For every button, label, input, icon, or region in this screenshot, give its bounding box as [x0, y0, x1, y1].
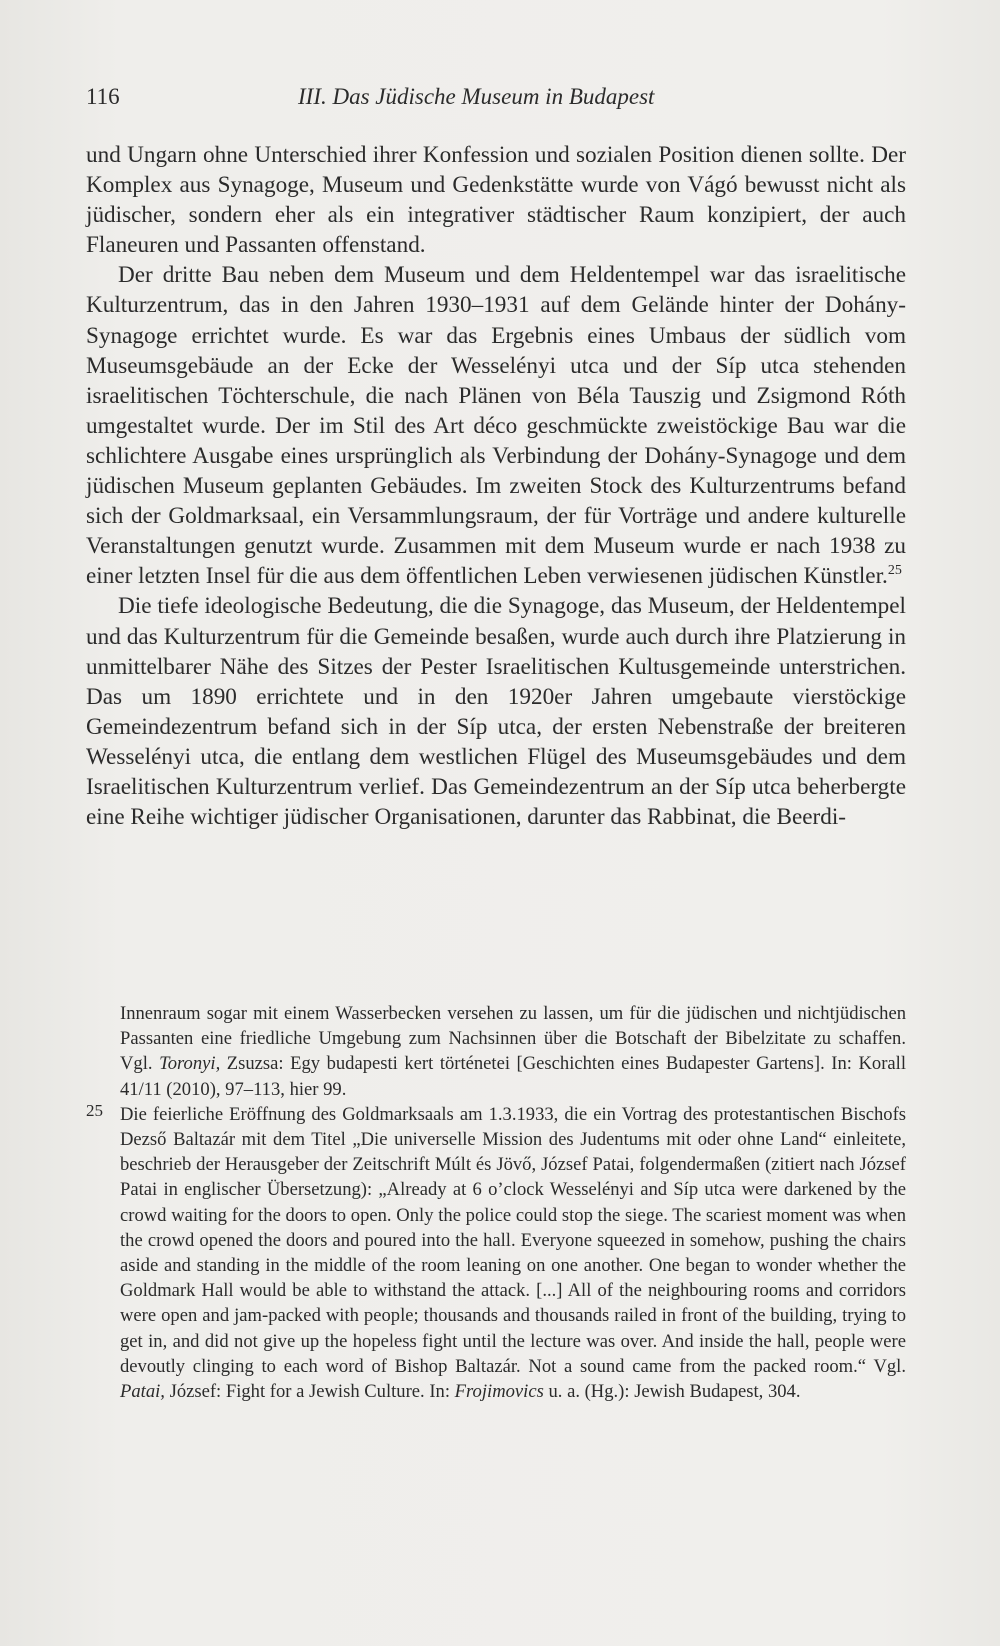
footnote-continuation	[86, 1001, 906, 1102]
footnote-continuation-text-a: Innenraum sogar mit einem Wasserbecken versehen zu lassen, um für die jüdischen und nichtjüdischen Passanten eine friedliche Umgebung zum Nachsinnen über die Botschaft der Bibelzitate zu schaffen. Vgl.	[120, 1003, 906, 1075]
paragraph-3: Die tiefe ideologische Bedeutung, die die Synagoge, das Museum, der Heldentempel und das Kulturzentrum für die Gemeinde besaßen, wurde auch durch ihre Platzierung in unmittelbarer Nähe des Sitzes der Pester Israelitischen Kultusgemeinde unterstrichen. Das um 1890 errichtete und in den 1920er Jahren umgebaute vierstöckige Gemeindezentrum befand sich in der Síp utca, der ersten Nebenstraße der breiteren Wesselényi utca, die entlang dem westlichen Flügel des Museumsgebäudes und dem Israelitischen Kulturzentrum verlief. Das Gemeindezentrum an der Síp utca beherbergte eine Reihe wichtiger jüdischer Organisationen, darunter das Rabbinat, die Beerdi-	[86, 593, 906, 831]
footnote-author: Toronyi,	[159, 1053, 221, 1075]
footnote-continuation-text-b: Zsuzsa: Egy budapesti kert történetei [Geschichten eines Budapester Gartens]. In: Korall 41/11 (2010), 97–113, hier 99.	[120, 1053, 906, 1100]
footnote-25-author: Patai,	[120, 1381, 165, 1403]
footnote-25-text-b: József: Fight for a Jewish Culture. In:	[164, 1381, 455, 1403]
paragraph-1: und Ungarn ohne Unterschied ihrer Konfession und sozialen Position dienen sollte. Der Komplex aus Synagoge, Museum und Gedenkstätte wurde von Vágó bewusst nicht als jüdischer, sondern eher als ein integrativer städtischer Raum konzipiert, der auch Flaneuren und Passanten offenstand.	[86, 142, 906, 259]
page-number: 116	[86, 84, 120, 109]
paragraph-2-text: Der dritte Bau neben dem Museum und dem Heldentempel war das israelitische Kulturzentrum, das in den Jahren 1930–1931 auf dem Gelände hinter der Dohány-Synagoge errichtet wurde. Es war das Ergebnis eines Umbaus der südlich vom Museumsgebäude an der Ecke der Wesselényi utca und der Síp utca stehenden israelitischen Töchterschule, die nach Plänen von Béla Tauszig und Zsigmond Róth umgestaltet wurde. Der im Stil des Art déco geschmückte zweistöckige Bau war die schlichtere Ausgabe eines ursprünglich als Verbindung der Dohány-Synagoge und dem jüdischen Museum geplanten Gebäudes. Im zweiten Stock des Kulturzentrums befand sich der Goldmarksaal, ein Versammlungsraum, der für Vorträge und andere kulturelle Veranstaltungen genutzt wurde. Zusammen mit dem Museum wurde er nach 1938 zu einer letzten Insel für die aus dem öffentlichen Leben verwiesenen jüdischen Künstler.	[86, 262, 906, 590]
footnote-25-text-c: u. a. (Hg.): Jewish Budapest, 304.	[543, 1381, 801, 1403]
footnote-25-editor: Frojimovics	[454, 1381, 544, 1403]
footnote-25-text-a: Die feierliche Eröffnung des Goldmarksaals am 1.3.1933, die ein Vortrag des protestantischen Bischofs Dezső Baltazár mit dem Titel „Die universelle Mission des Judentums mit oder ohne Land“ einleitete, beschrieb der Herausgeber der Zeitschrift Múlt és Jövő, József Patai, folgendermaßen (zitiert nach József Patai in englischer Übersetzung): „Already at 6 o’clock Wesselényi and Síp utca were darkened by the crowd waiting for the doors to open. Only the police could stop the siege. The scariest moment was when the crowd opened the doors and poured into the hall. Everyone squeezed in somehow, pushing the chairs aside and standing in the middle of the room leaning on one another. One began to wonder whether the Goldmark Hall would be able to withstand the attack. [...] All of the neighbouring rooms and corridors were open and jam-packed with people; thousands and thousands railed in front of the building, trying to get in, and did not give up the hopeless fight until the lecture was over. And inside the hall, people were devoutly clinging to each word of Bishop Baltazár. Not a sound came from the packed room.“ Vgl.	[120, 1103, 906, 1377]
running-title: III. Das Jüdische Museum in Budapest	[298, 84, 655, 109]
footnotes	[86, 1001, 906, 1404]
footnote-reference-25[interactable]: 25	[887, 562, 902, 578]
footnote-number: 25	[86, 1100, 103, 1120]
main-text	[86, 140, 906, 832]
paragraph-2	[86, 260, 906, 591]
footnote-25	[86, 1102, 906, 1404]
